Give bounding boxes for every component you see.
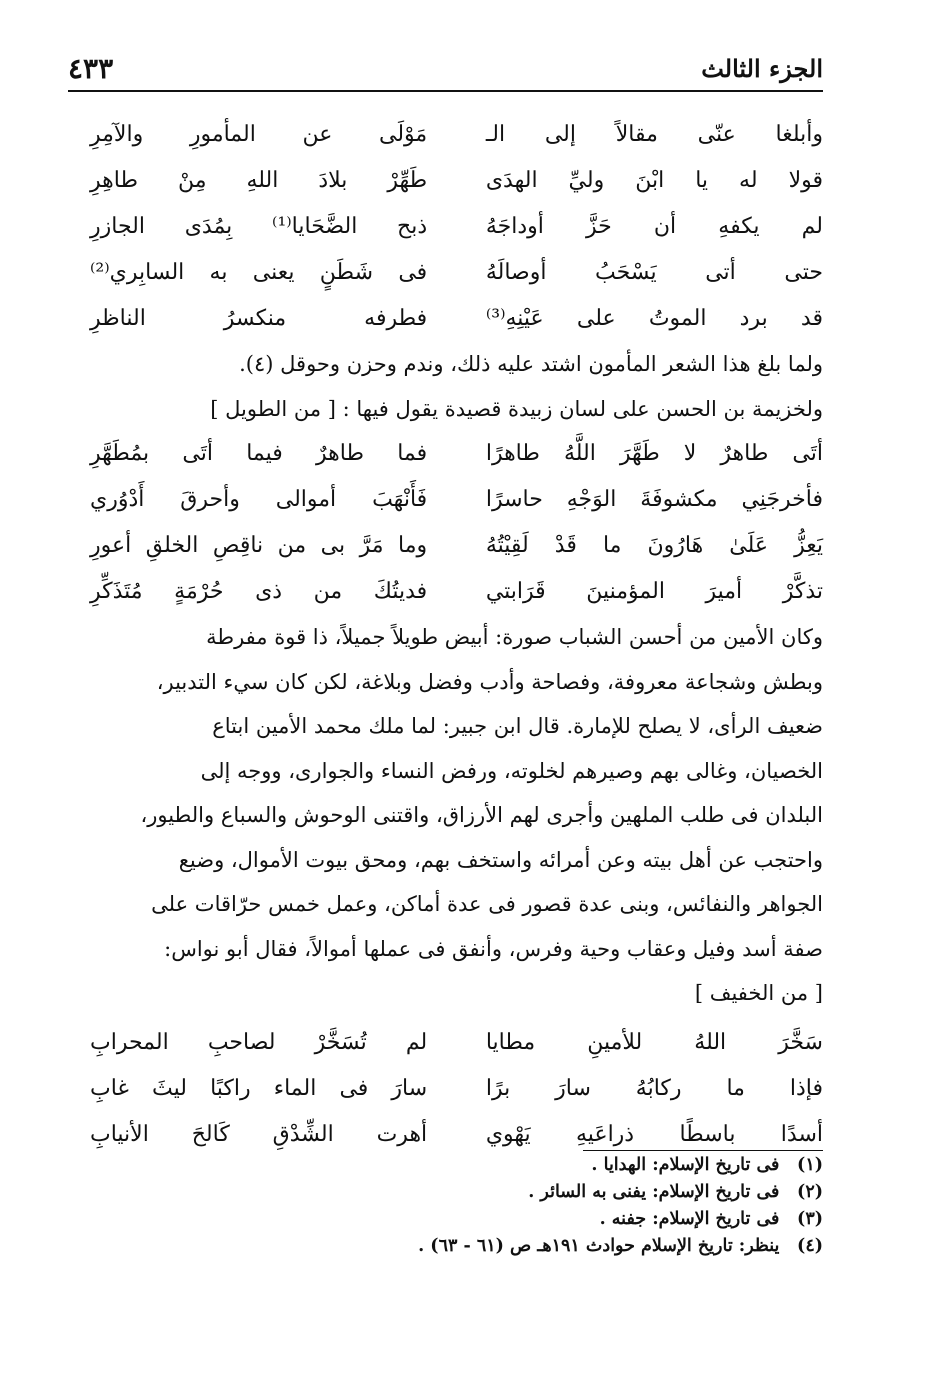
page-header bbox=[68, 48, 823, 92]
paragraph-line: البلدان فى طلب الملهين وأجرى لهم الأرزاق، واقتنى الوحوش والسباع والطيور، bbox=[140, 803, 823, 827]
verse bbox=[90, 112, 823, 158]
paragraph: ولما بلغ هذا الشعر المأمون اشتد عليه ذلك، وندم وحزن وحوقل (٤). bbox=[239, 352, 823, 376]
second-hemistich: ذبح الضَّحَايا⁽¹⁾ بِمُدَى الجازرِ bbox=[90, 214, 428, 239]
first-hemistich: قولا له يا ابْنَ وليِّ الهدَى bbox=[485, 168, 823, 193]
second-hemistich: فطرفه منكسرُ الناظرِ bbox=[90, 306, 428, 331]
first-hemistich: يَعِزُّ عَلَىٰ هَارُونَ ما قَدْ لَقِيْتُهُ bbox=[485, 533, 823, 558]
poem-2 bbox=[90, 431, 823, 615]
footnote-separator bbox=[583, 1150, 823, 1151]
footnote bbox=[123, 1233, 823, 1260]
second-hemistich: طَهِّرْ بلادَ اللهِ مِنْ طاهِرِ bbox=[90, 168, 428, 193]
paragraph: ولخزيمة بن الحسن على لسان زبيدة قصيدة يقول فيها : [ من الطويل ] bbox=[210, 396, 823, 421]
footnote-number: (٢) bbox=[797, 1182, 823, 1202]
second-hemistich: سارَ فى الماء راكبًا ليثَ غابِ bbox=[90, 1075, 428, 1101]
page-number: ٤٣٣ bbox=[68, 52, 114, 85]
verse bbox=[90, 477, 823, 523]
paragraph-line: الجواهر والنفائس، وبنى عدة قصور فى عدة أماكن، وعمل خمس حرّاقات على bbox=[151, 892, 823, 916]
verse bbox=[90, 204, 823, 250]
footnote bbox=[123, 1179, 823, 1206]
paragraph-line: وبطش وشجاعة معروفة، وفصاحة وأدب وفضل وبلاغة، لكن كان سيء التدبير، bbox=[156, 669, 823, 694]
poem-1 bbox=[90, 112, 823, 342]
paragraph-line: ضعيف الرأى، لا يصلح للإمارة. قال ابن جبير: لما ملك محمد الأمين ابتاع bbox=[212, 714, 823, 738]
footnote-number: (١) bbox=[797, 1155, 823, 1175]
verse bbox=[90, 1066, 823, 1112]
second-hemistich: مَوْلَى عن المأمورِ والآمِرِ bbox=[90, 122, 428, 147]
paragraph-line: واحتجب عن أهل بيته وعن أمرائه واستخف بهم، ومحق بيوت الأموال، وضيع bbox=[178, 847, 823, 872]
footnote-number: (٤) bbox=[797, 1236, 823, 1256]
footnote bbox=[123, 1206, 823, 1233]
second-hemistich: فَأَنْهَبَ أموالى وأحرقَ أَدْوُري bbox=[90, 487, 428, 512]
footnotes bbox=[123, 1152, 823, 1260]
running-title: الجزء الثالث bbox=[701, 54, 823, 83]
meter-label: [ من الخفيف ] bbox=[694, 981, 823, 1005]
paragraph-line: وكان الأمين من أحسن الشباب صورة: أبيض طويلاً جميلاً، ذا قوة مفرطة bbox=[206, 625, 823, 649]
first-hemistich: قد برد الموتُ على عَيْنِهِ⁽³⁾ bbox=[485, 306, 823, 331]
first-hemistich: تذكَّرْ أميرَ المؤمنينَ قَرَابتي bbox=[485, 579, 823, 604]
footnote-text: فى تاريخ الإسلام: جفنه . bbox=[599, 1209, 780, 1229]
second-hemistich: فما طاهرٌ فيما أتَى بمُطَهَّرِ bbox=[90, 441, 428, 466]
verse bbox=[90, 158, 823, 204]
second-hemistich: أهرت الشِّدْقِ كَالحَ الأنيابِ bbox=[90, 1121, 428, 1147]
verse bbox=[90, 250, 823, 296]
first-hemistich: لم يكفهِ أن حَزَّ أوداجَهُ bbox=[485, 214, 823, 239]
second-hemistich: وما مَرَّ بى من ناقِصِ الخلقِ أعورِ bbox=[90, 533, 428, 558]
first-hemistich: سَخَّرَ اللهُ للأمينِ مطايا bbox=[485, 1029, 823, 1055]
footnote-number: (٣) bbox=[797, 1209, 823, 1229]
first-hemistich: أسدًا باسطًا ذراعَيهِ يَهْوي bbox=[485, 1121, 823, 1147]
footnote-text: فى تاريخ الإسلام: الهدايا . bbox=[591, 1155, 780, 1175]
verse bbox=[90, 523, 823, 569]
footnote-text: ينظر: تاريخ الإسلام حوادث ١٩١هـ ص (٦١ - ٦٣) . bbox=[418, 1236, 780, 1256]
main-text bbox=[90, 112, 823, 1158]
footnote bbox=[123, 1152, 823, 1179]
paragraph-line: صفة أسد وفيل وعقاب وحية وفرس، وأنفق فى عملها أموالاً، فقال أبو نواس: bbox=[164, 936, 823, 961]
verse bbox=[90, 1020, 823, 1066]
second-hemistich: فى شَطَنٍ يعنى به السابِري⁽²⁾ bbox=[90, 260, 428, 285]
verse bbox=[90, 431, 823, 477]
first-hemistich: وأبلغا عنّى مقالاً إلى الـ bbox=[485, 122, 823, 147]
second-hemistich: لم تُسَخَّرْ لصاحبِ المحرابِ bbox=[90, 1029, 428, 1055]
verse bbox=[90, 296, 823, 342]
poem-3 bbox=[90, 1020, 823, 1158]
verse bbox=[90, 569, 823, 615]
second-hemistich: فديتُكَ من ذى حُرْمَةٍ مُتَذَكِّرِ bbox=[90, 579, 428, 604]
first-hemistich: فإذا ما ركابُهُ سارَ برًا bbox=[485, 1075, 823, 1101]
paragraph-amin bbox=[90, 615, 823, 1016]
first-hemistich: أتَى طاهرٌ لا طَهَّرَ اللَّهُ طاهرًا bbox=[485, 441, 823, 466]
footnote-text: فى تاريخ الإسلام: يفنى به السائر . bbox=[528, 1182, 780, 1202]
first-hemistich: حتى أتى يَسْحَبُ أوصالَهُ bbox=[485, 260, 823, 285]
paragraph-line: الخصيان، وغالى بهم وصيرهم لخلوته، ورفض النساء والجوارى، ووجه إلى bbox=[200, 758, 823, 783]
first-hemistich: فأخرجَنِي مكشوفَةَ الوَجْهِ حاسرًا bbox=[485, 487, 823, 512]
